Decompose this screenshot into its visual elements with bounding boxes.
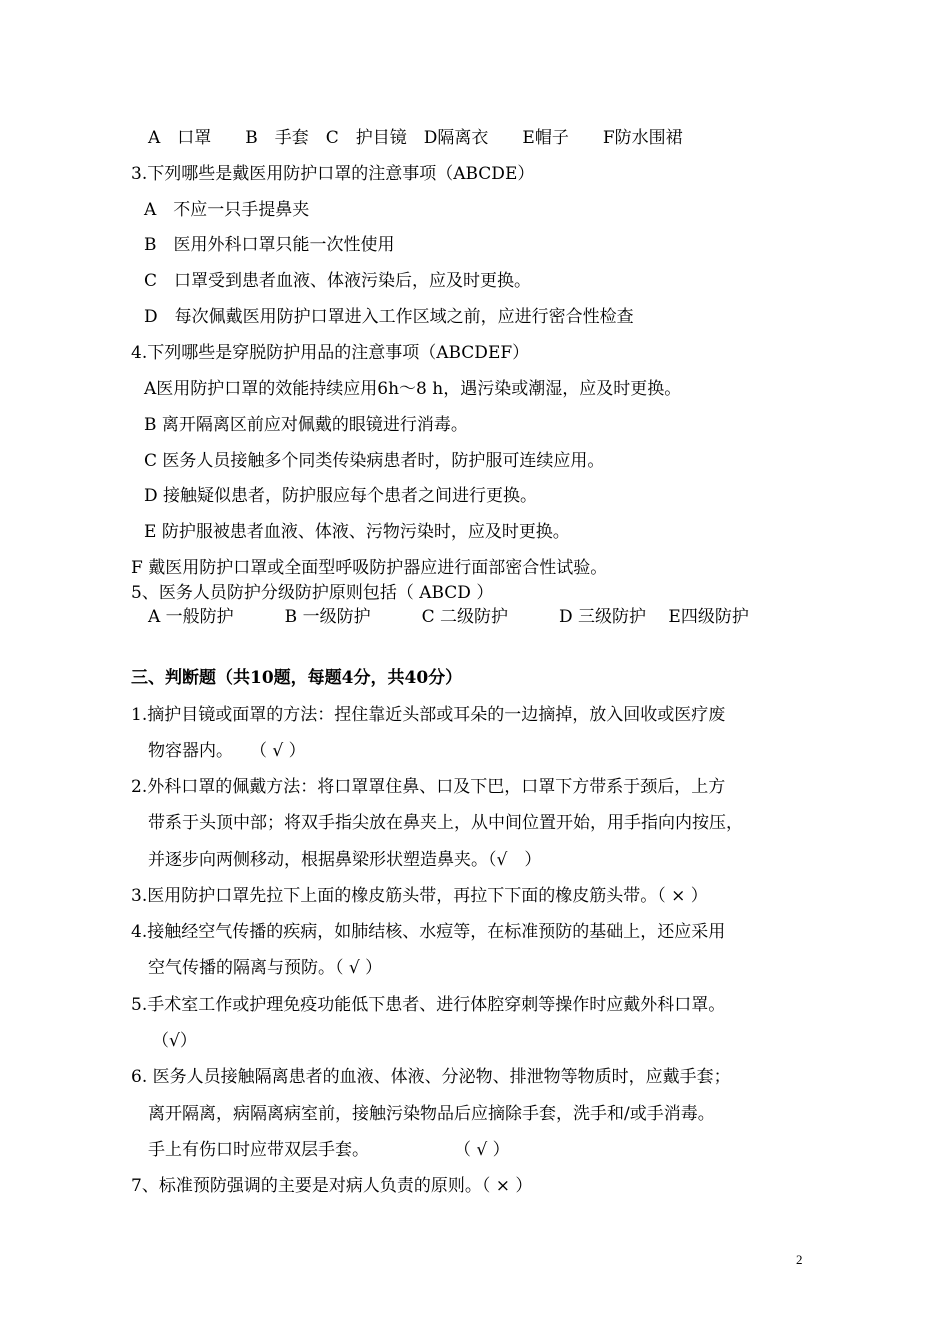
tf-6-line-3: 手上有伤口时应带双层手套。 （ √ ）: [148, 1140, 510, 1160]
q4-option-c: C 医务人员接触多个同类传染病患者时，防护服可连续应用。: [144, 451, 605, 471]
q3-option-b: B 医用外科口罩只能一次性使用: [144, 235, 395, 255]
tf-5-line-1: 5.手术室工作或护理免疫功能低下患者、进行体腔穿刺等操作时应戴外科口罩。: [131, 995, 726, 1015]
section-heading: 三、判断题（共10题，每题4分，共40分）: [131, 668, 463, 688]
tf-6-line-2: 离开隔离，病隔离病室前，接触污染物品后应摘除手套，洗手和/或手消毒。: [148, 1104, 715, 1124]
q4-option-e: E 防护服被患者血液、体液、污物污染时，应及时更换。: [144, 522, 570, 542]
q4-option-d: D 接触疑似患者，防护服应每个患者之间进行更换。: [144, 486, 538, 506]
q3-option-d: D 每次佩戴医用防护口罩进入工作区域之前，应进行密合性检查: [144, 307, 634, 327]
page-number: 2: [796, 1252, 803, 1267]
tf-6-line-1: 6. 医务人员接触隔离患者的血液、体液、分泌物、排泄物等物质时，应戴手套；: [131, 1067, 731, 1087]
tf-1-line-1: 1.摘护目镜或面罩的方法：捏住靠近头部或耳朵的一边摘掉，放入回收或医疗废: [131, 705, 726, 725]
tf-5-line-2: （√）: [152, 1031, 197, 1051]
q5-options: A 一般防护 B 一级防护 C 二级防护 D 三级防护 E四级防护: [148, 607, 749, 627]
question-4: 4.下列哪些是穿脱防护用品的注意事项（ABCDEF）: [131, 343, 530, 363]
q3-option-a: A 不应一只手提鼻夹: [144, 200, 310, 220]
q4-option-f: F 戴医用防护口罩或全面型呼吸防护器应进行面部密合性试验。: [131, 558, 608, 578]
question-3: 3.下列哪些是戴医用防护口罩的注意事项（ABCDE）: [131, 164, 535, 184]
tf-2-line-2: 带系于头顶中部；将双手指尖放在鼻夹上，从中间位置开始，用手指向内按压，: [148, 813, 743, 833]
q3-option-c: C 口罩受到患者血液、体液污染后，应及时更换。: [144, 271, 532, 291]
tf-7: 7、标准预防强调的主要是对病人负责的原则。（ × ）: [131, 1176, 533, 1196]
option-line-q2: A 口罩 B 手套 C 护目镜 D隔离衣 E帽子 F防水围裙: [148, 128, 683, 148]
tf-4-line-2: 空气传播的隔离与预防。（ √ ）: [148, 958, 383, 978]
tf-2-line-1: 2.外科口罩的佩戴方法：将口罩罩住鼻、口及下巴，口罩下方带系于颈后，上方: [131, 777, 726, 797]
tf-2-line-3: 并逐步向两侧移动，根据鼻梁形状塑造鼻夹。（√ ）: [148, 850, 542, 870]
q4-option-a: A医用防护口罩的效能持续应用6h～8 h，遇污染或潮湿，应及时更换。: [144, 379, 682, 399]
tf-4-line-1: 4.接触经空气传播的疾病，如肺结核、水痘等，在标准预防的基础上，还应采用: [131, 922, 726, 942]
q4-option-b: B 离开隔离区前应对佩戴的眼镜进行消毒。: [144, 415, 468, 435]
question-5: 5、医务人员防护分级防护原则包括（ ABCD ）: [131, 583, 494, 603]
tf-3: 3.医用防护口罩先拉下上面的橡皮筋头带，再拉下下面的橡皮筋头带。（ × ）: [131, 886, 708, 906]
tf-1-line-2: 物容器内。 （ √ ）: [148, 741, 306, 761]
